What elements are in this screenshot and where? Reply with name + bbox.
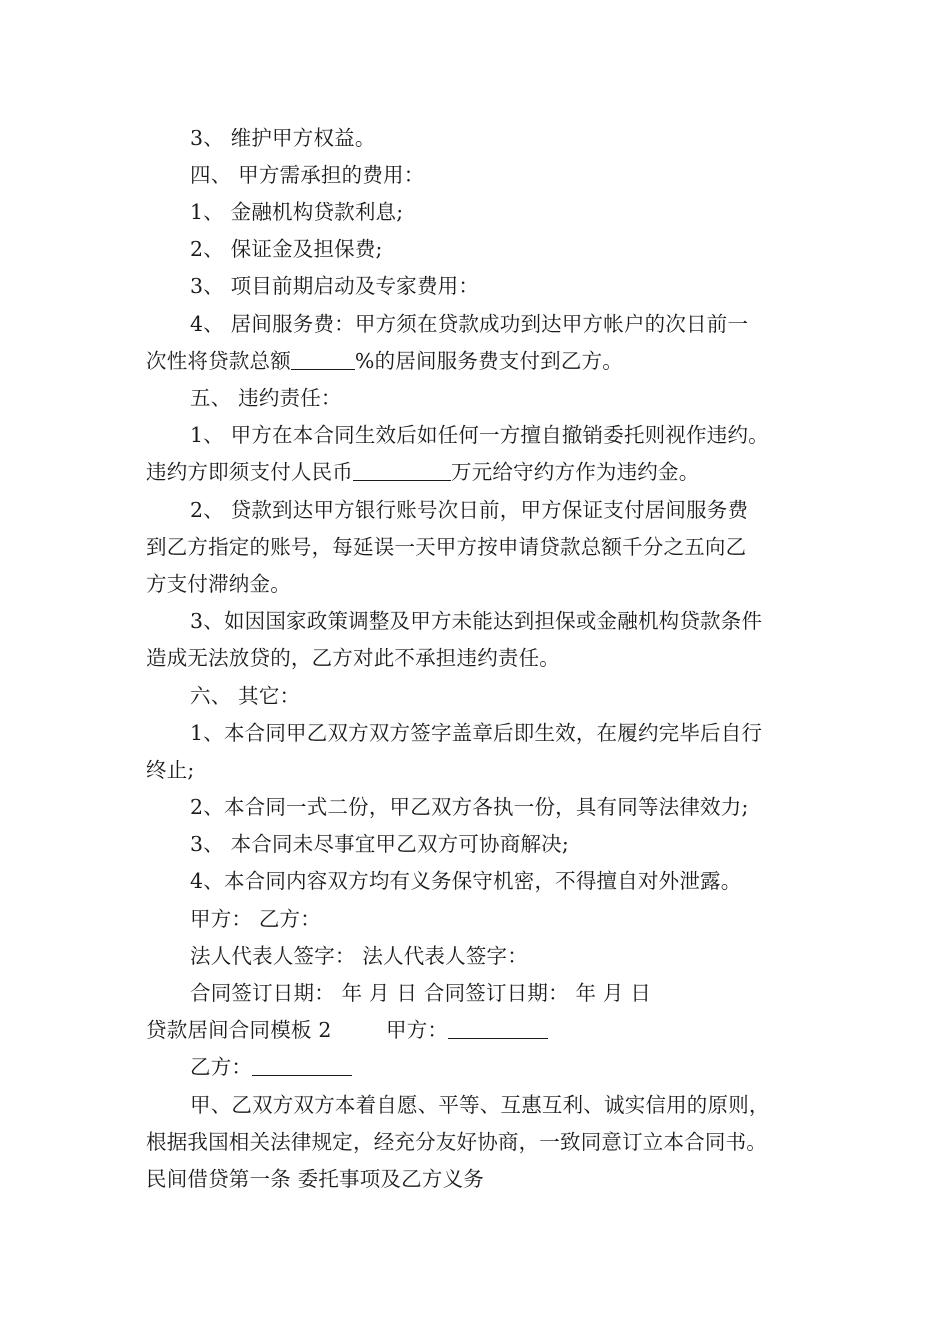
preamble-line-1: 甲、乙双方双方本着自愿、平等、互惠互利、诚实信用的原则，	[190, 1093, 770, 1117]
party-b-label: 乙方：	[190, 1055, 253, 1079]
other-item-4: 4、本合同内容双方均有义务保守机密，不得擅自对外泄露。	[190, 869, 742, 893]
other-item-2: 2、本合同一式二份，甲乙双方各执一份，具有同等法律效力;	[190, 795, 749, 819]
breach-item-2-line-2: 到乙方指定的账号，每延误一天甲方按申请贷款总额千分之五向乙	[146, 535, 747, 559]
other-item-1-continued: 终止;	[146, 758, 195, 782]
breach-item-1: 1、 甲方在本合同生效后如任何一方擅自撤销委托则视作违约。	[190, 423, 769, 447]
other-item-1: 1、本合同甲乙双方双方签字盖章后即生效，在履约完毕后自行	[190, 721, 763, 745]
breach-item-3-continued: 造成无法放贷的，乙方对此不承担违约责任。	[146, 646, 560, 670]
template-2-title: 贷款居间合同模板 2	[146, 1018, 332, 1042]
party-b-field	[190, 1053, 352, 1081]
signing-date-labels: 合同签订日期： 年 月 日 合同签订日期： 年 月 日	[190, 981, 652, 1005]
party-a-field	[386, 1016, 548, 1044]
breach-item-1-continued	[146, 458, 699, 486]
text-fragment: 违约方即须支付人民币	[146, 460, 353, 484]
section-4-heading: 四、 甲方需承担的费用：	[190, 163, 425, 187]
party-a-label: 甲方：	[386, 1018, 449, 1042]
party-a-blank	[448, 1020, 548, 1039]
blank-percent	[291, 351, 355, 370]
fee-item-2: 2、 保证金及担保费;	[190, 237, 383, 261]
section-6-heading: 六、 其它：	[190, 684, 301, 708]
breach-item-3: 3、如因国家政策调整及甲方未能达到担保或金融机构贷款条件	[190, 609, 763, 633]
party-labels: 甲方： 乙方：	[190, 907, 321, 931]
clause-3-protect-rights: 3、 维护甲方权益。	[190, 126, 376, 150]
other-item-3: 3、 本合同未尽事宜甲乙双方可协商解决;	[190, 832, 569, 856]
signature-labels: 法人代表人签字： 法人代表人签字：	[190, 944, 528, 968]
breach-item-2: 2、 贷款到达甲方银行账号次日前，甲方保证支付居间服务费	[190, 498, 749, 522]
fee-item-4: 4、 居间服务费：甲方须在贷款成功到达甲方帐户的次日前一	[190, 312, 749, 336]
party-b-blank	[252, 1057, 352, 1076]
breach-item-2-line-3: 方支付滞纳金。	[146, 572, 291, 596]
article-1-heading: 民间借贷第一条 委托事项及乙方义务	[146, 1167, 484, 1191]
text-fragment: 万元给守约方作为违约金。	[451, 460, 700, 484]
text-fragment: %的居间服务费支付到乙方。	[354, 349, 623, 373]
fee-item-1: 1、 金融机构贷款利息;	[190, 200, 404, 224]
text-fragment: 次性将贷款总额	[146, 349, 291, 373]
fee-item-4-continued	[146, 347, 623, 375]
blank-amount	[353, 462, 451, 481]
fee-item-3: 3、 项目前期启动及专家费用：	[190, 274, 480, 298]
section-5-heading: 五、 违约责任：	[190, 386, 342, 410]
preamble-line-2: 根据我国相关法律规定，经充分友好协商，一致同意订立本合同书。	[146, 1130, 767, 1154]
